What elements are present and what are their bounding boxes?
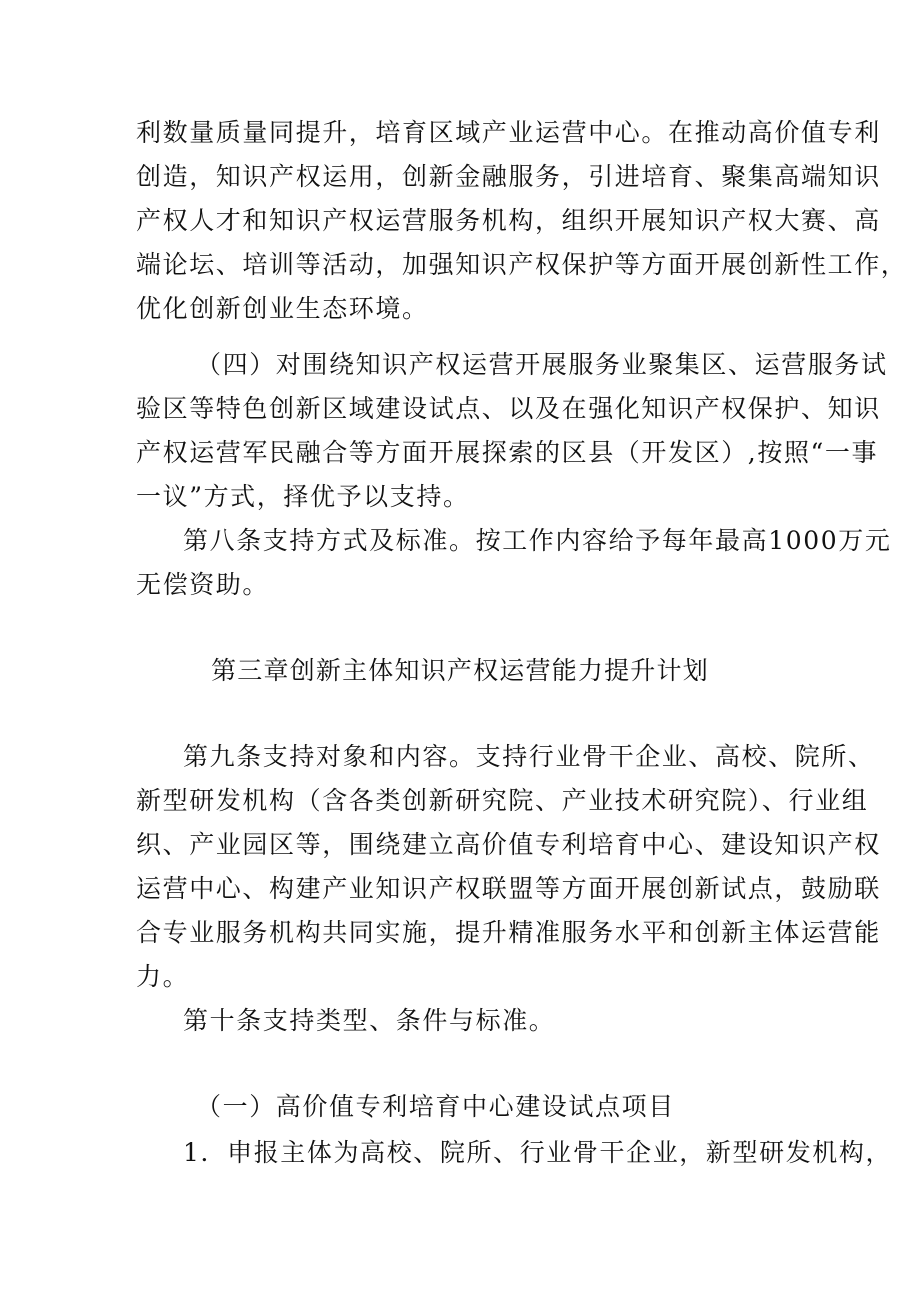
paragraph-line: 创造，知识产权运用，创新金融服务，引进培育、聚集高端知识 [136,162,881,191]
paragraph-line: 第八条支持方式及标准。按工作内容给予每年最高1000万元 [183,526,892,555]
paragraph-line: 产权运营军民融合等方面开展探索的区县（开发区）,按照“一事 [136,438,879,467]
paragraph-line: 新型研发机构（含各类创新研究院、产业技术研究院）、行业组 [136,786,869,815]
paragraph-line: 端论坛、培训等活动，加强知识产权保护等方面开展创新性工作， [136,250,908,279]
paragraph-line: 产权人才和知识产权运营服务机构，组织开展知识产权大赛、高 [136,206,881,235]
paragraph-line: 第十条支持类型、条件与标准。 [183,1006,556,1035]
paragraph-line: 第九条支持对象和内容。支持行业骨干企业、高校、院所、 [183,742,875,771]
chapter-title: 第三章创新主体知识产权运营能力提升计划 [211,656,709,685]
paragraph-line: 优化创新创业生态环境。 [136,294,429,323]
paragraph-line: （四）对围绕知识产权运营开展服务业聚集区、运营服务试 [196,350,888,379]
list-item: 1．申报主体为高校、院所、行业骨干企业，新型研发机构， [183,1138,893,1167]
paragraph-line: 一议”方式，择优予以支持。 [136,482,470,511]
subheading: （一）高价值专利培育中心建设试点项目 [196,1092,675,1121]
paragraph-line: 无偿资助。 [136,570,270,599]
paragraph-line: 运营中心、构建产业知识产权联盟等方面开展创新试点，鼓励联 [136,874,881,903]
paragraph-line: 合专业服务机构共同实施，提升精准服务水平和创新主体运营能 [136,918,881,947]
paragraph-line: 织、产业园区等，围绕建立高价值专利培育中心、建设知识产权 [136,830,881,859]
paragraph-line: 利数量质量同提升，培育区域产业运营中心。在推动高价值专利 [136,118,881,147]
paragraph-line: 力。 [136,962,190,991]
paragraph-line: 验区等特色创新区域建设试点、以及在强化知识产权保护、知识 [136,394,881,423]
